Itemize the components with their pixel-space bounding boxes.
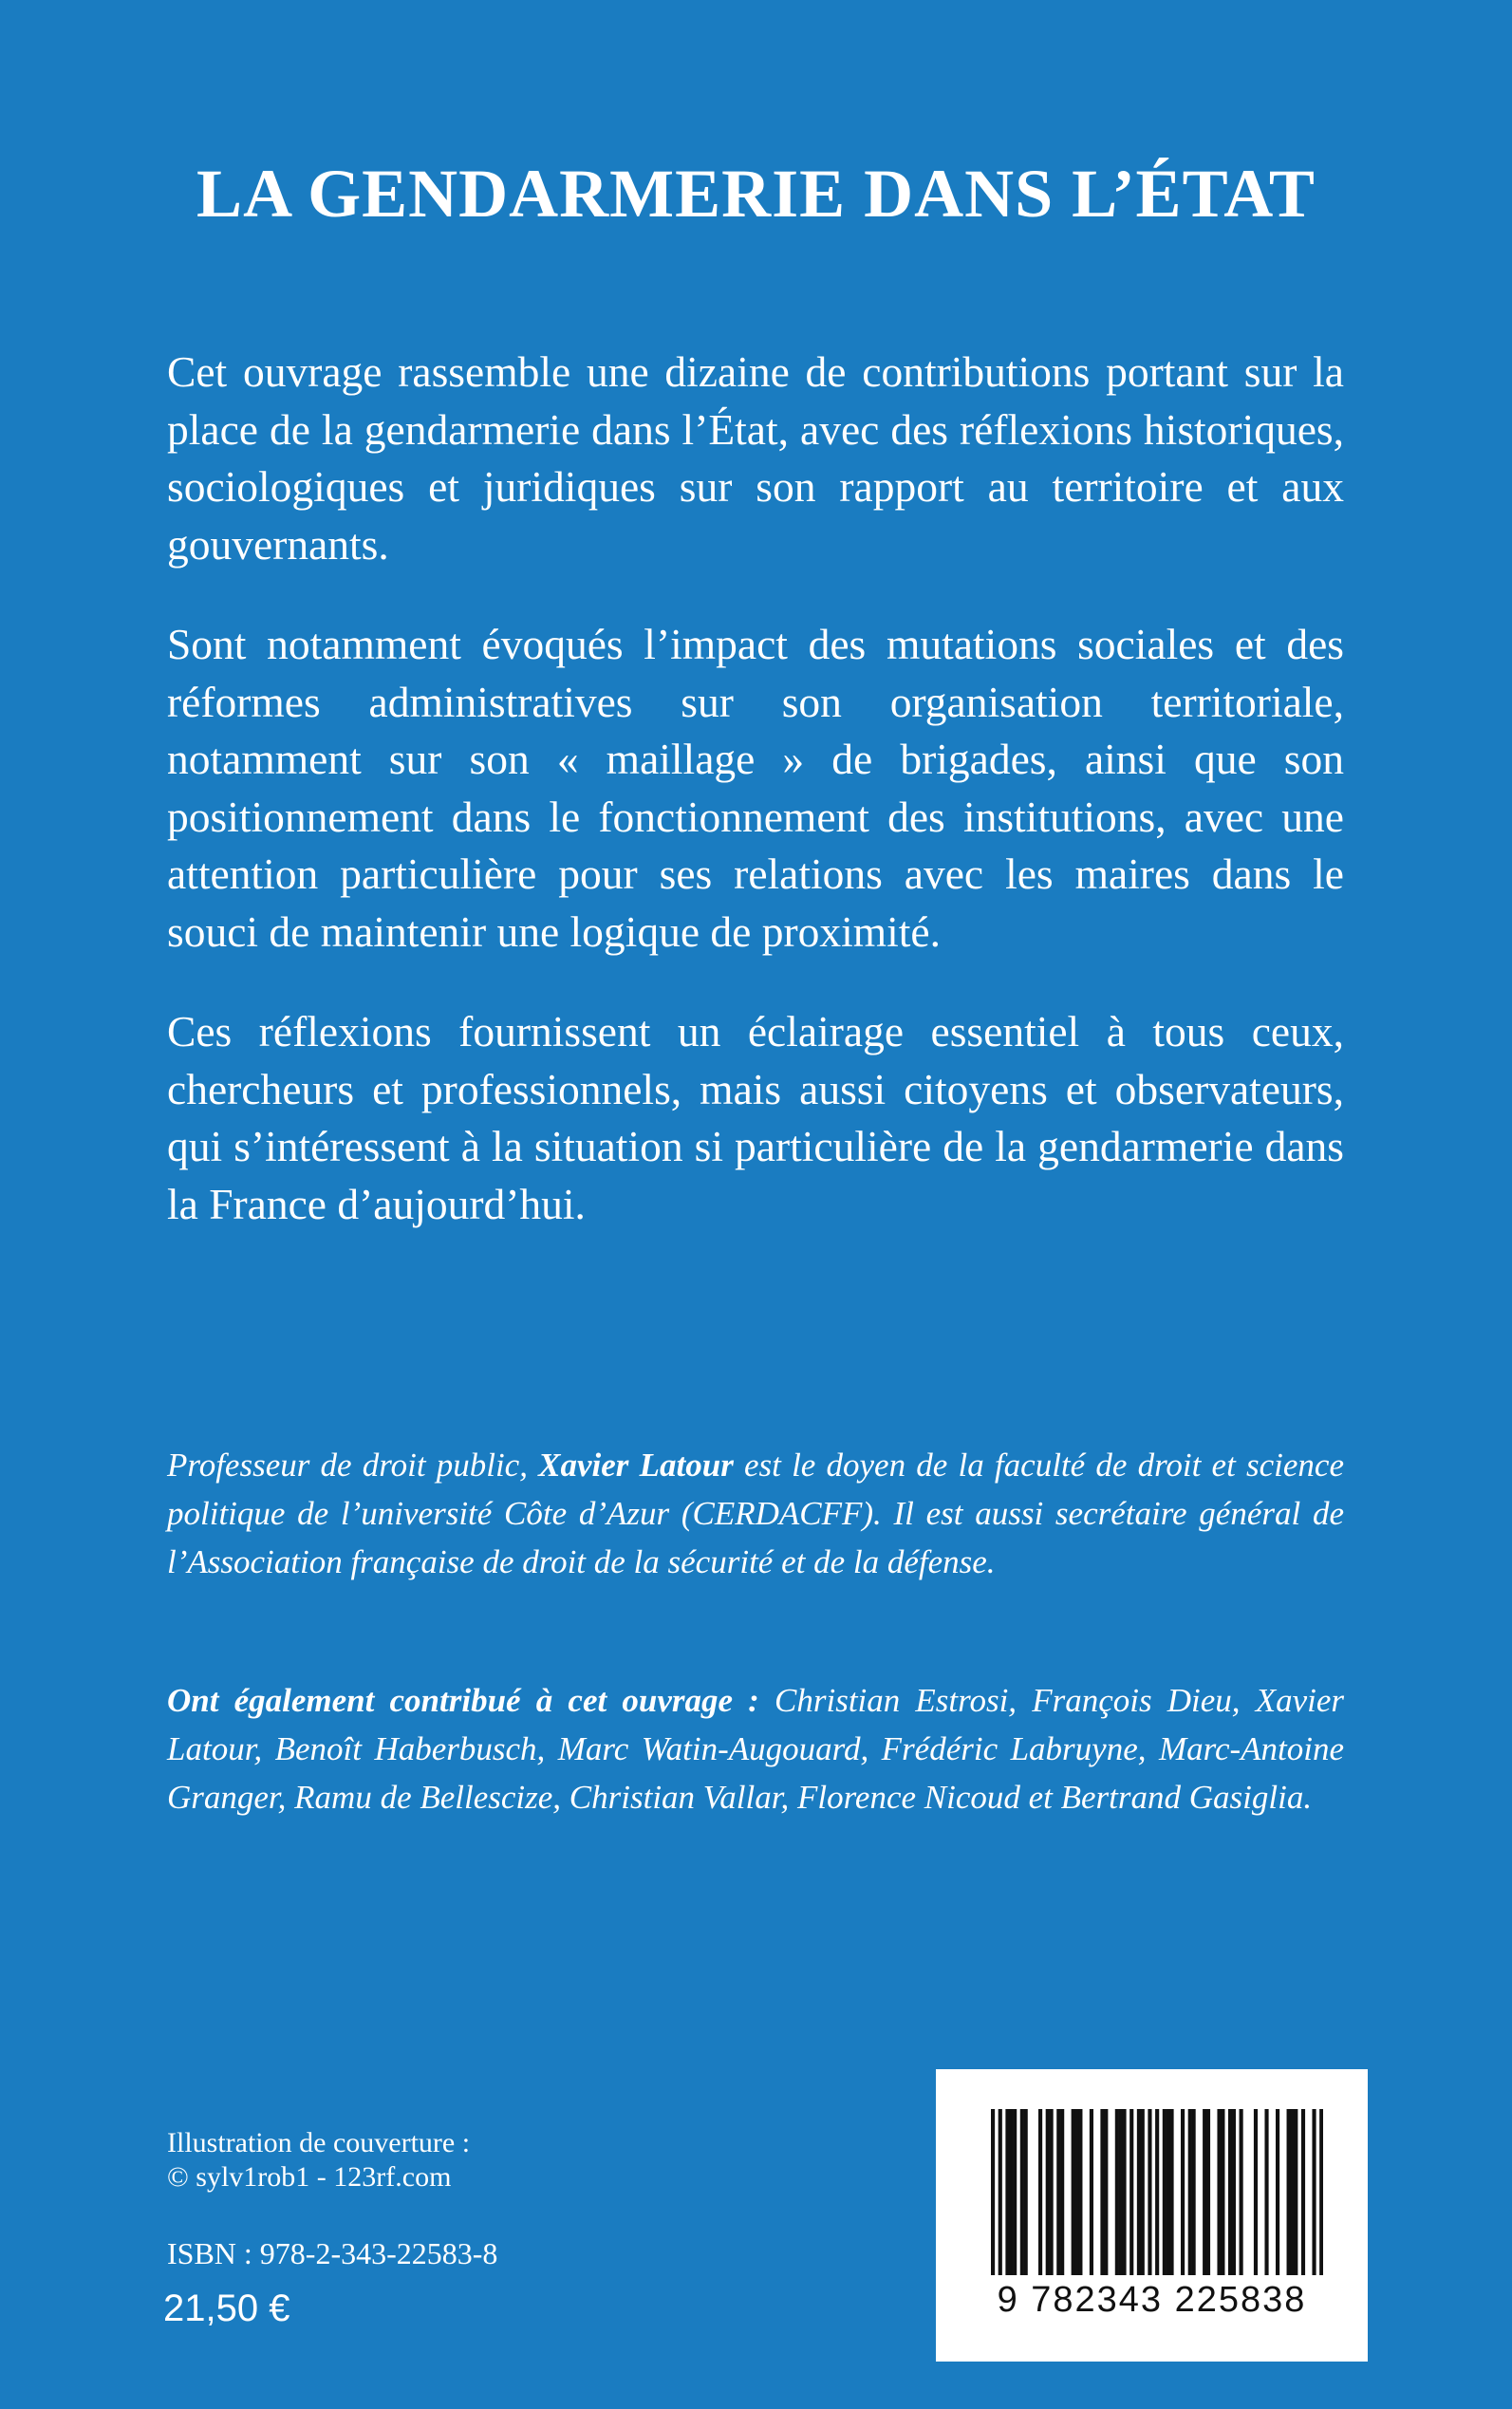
book-title: LA GENDARMERIE DANS L’ÉTAT [196,156,1316,233]
contributors-names: Christian Estrosi, François Dieu, Xavier Latour, Benoît Haberbusch, Marc Watin-Augouard, Frédéric Labruyne, Marc-Antoine Granger, Ramu de Bellescize, Christian Vallar, Florence Nicoud et Bertrand Gasiglia. [167,1682,1344,1816]
barcode-bar [1155,2109,1159,2275]
barcode-bar [1294,2109,1297,2275]
contributors-label: Ont également contribué à cet ouvrage : [167,1682,759,1719]
barcode-bar [1148,2109,1151,2275]
barcode-bar [1319,2109,1323,2275]
barcode-bar [1228,2109,1232,2275]
barcode-bar [1188,2109,1192,2275]
barcode-bar [1276,2109,1279,2275]
barcode-bar [1290,2109,1294,2275]
barcode-bar [999,2109,1002,2275]
barcode-bar [991,2109,995,2275]
barcode-bar [1050,2109,1054,2275]
barcode-bar [1038,2109,1042,2275]
summary-paragraph: Ces réflexions fournissent un éclairage essentiel à tous ceux, chercheurs et professionnels, mais aussi citoyens et observateurs, qui s’intéressent à la situation si particulière de la gendarmerie dans la France d’aujourd’hui. [167,1007,1344,1228]
barcode-bars [991,2109,1323,2275]
barcode-bar [1100,2109,1104,2275]
bio-details: est le doyen de la faculté de droit et science politique de l’université Côte d’Azur (CERDACFF). Il est aussi secrétaire général de l’Association française de droit de la sécurité et de la défense. [167,1447,1344,1580]
barcode-bar [1115,2109,1119,2275]
barcode-bar [1301,2109,1305,2275]
summary-paragraph: Sont notamment évoqués l’impact des mutations sociales et des réformes administratives sur son organisation territoriale, notamment sur son « maillage » de brigades, ainsi que son positionnement dans le fonctionnement des institutions, avec une attention particulière pour ses relations avec les maires dans le souci de maintenir une logique de proximité. [167,620,1344,956]
barcode-bar [1137,2109,1141,2275]
barcode-bar [1169,2109,1173,2275]
barcode-bar [1192,2109,1196,2275]
bio-intro: Professeur de droit public, [167,1447,539,1484]
contributors [167,1676,1344,1821]
isbn: ISBN : 978-2-343-22583-8 [167,2236,498,2270]
barcode-bar [1078,2109,1082,2275]
barcode-bar [1181,2109,1185,2275]
barcode-bar [1090,2109,1093,2275]
barcode-bar [1167,2109,1170,2275]
barcode-bar [1217,2109,1221,2275]
barcode-bar [1056,2109,1060,2275]
barcode-bar [1104,2109,1108,2275]
barcode [936,2069,1368,2362]
barcode-bar [1024,2109,1028,2275]
barcode-bar [1129,2109,1133,2275]
barcode-bar [1221,2109,1224,2275]
back-cover-summary [167,344,1344,1276]
barcode-bar [1005,2109,1009,2275]
barcode-bar [1287,2109,1291,2275]
price: 21,50 € [163,2288,290,2329]
barcode-digits: 9 782343 225838 [997,2280,1307,2320]
credit-source: © sylv1rob1 - 123rf.com [167,2161,452,2193]
barcode-bar [1312,2109,1316,2275]
illustration-credit [167,2126,470,2194]
barcode-bar [1203,2109,1206,2275]
credit-label: Illustration de couverture : [167,2127,471,2158]
barcode-bar [1119,2109,1123,2275]
barcode-bar [1013,2109,1017,2275]
barcode-bar [1009,2109,1013,2275]
barcode-bar [1206,2109,1210,2275]
summary-paragraph: Cet ouvrage rassemble une dizaine de contributions portant sur la place de la gendarmerie dans l’État, avec des réflexions historiques, sociologiques et juridiques sur son rapport au territoire et aux gouvernants. [167,347,1344,569]
author-bio [167,1441,1344,1586]
barcode-bar [1122,2109,1126,2275]
author-name: Xavier Latour [538,1447,734,1484]
barcode-bar [1232,2109,1236,2275]
barcode-bar [1072,2109,1075,2275]
barcode-bar [1254,2109,1258,2275]
barcode-bar [1141,2109,1145,2275]
barcode-bar [1264,2109,1268,2275]
barcode-bar [1060,2109,1064,2275]
barcode-bar [1020,2109,1024,2275]
barcode-bar [1046,2109,1050,2275]
barcode-bar [1240,2109,1243,2275]
barcode-bar [1163,2109,1167,2275]
barcode-bar [1074,2109,1078,2275]
